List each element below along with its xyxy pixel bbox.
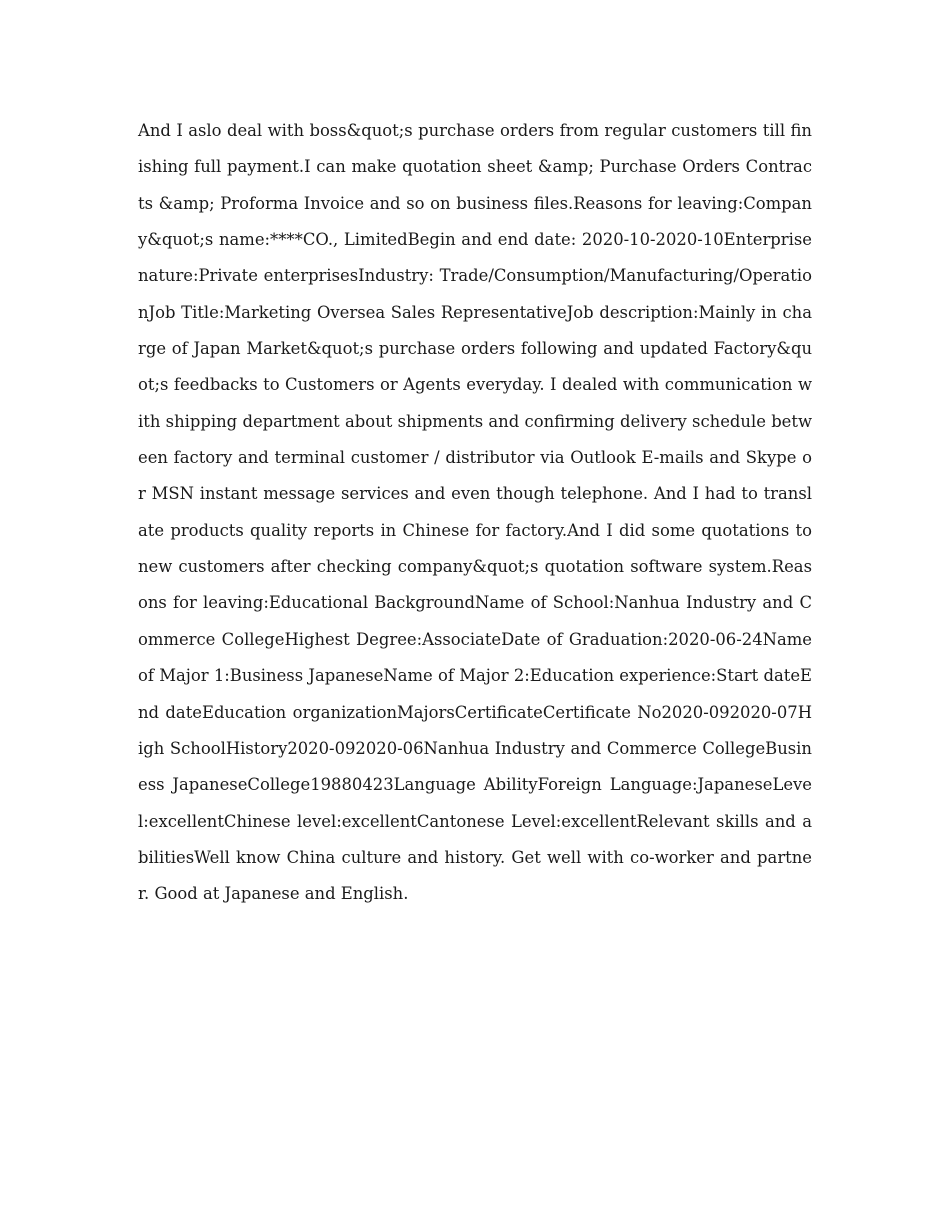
body-paragraph: And I aslo deal with boss&quot;s purchase orders from regular customers till finishing full payment.I can make quotation sheet &amp; Purchase Orders Contracts &amp; Proforma Invoice and so on business files.Reasons for leaving:Company&quot;s name:****CO., LimitedBegin and end date: 2020-10-2020-10Enterprise nature:Private enterprisesIndustry: Trade/Consumption/Manufacturing/OperationJob Title:Marketing Oversea Sales RepresentativeJob description:Mainly in charge of Japan Market&quot;s purchase orders following and updated Factory&quot;s feedbacks to Customers or Agents everyday. I dealed with communication with shipping department about shipments and confirming delivery schedule between factory and terminal customer / distributor via Outlook E-mails and Skype or MSN instant message services and even though telephone. And I had to translate products quality reports in Chinese for factory.And I did some quotations to new customers after checking company&quot;s quotation software system.Reasons for leaving:Educational BackgroundName of School:Nanhua Industry and Commerce CollegeHighest Degree:AssociateDate of Graduation:2020-06-24Name of Major 1:Business JapaneseName of Major 2:Education experience:Start dateEnd dateEducation organizationMajorsCertificateCertificate No2020-092020-07High SchoolHistory2020-092020-06Nanhua Industry and Commerce CollegeBusiness JapaneseCollege19880423Language AbilityForeign Language:JapaneseLevel:excellentChinese level:excellentCantonese Level:excellentRelevant skills and abilitiesWell know China culture and history. Get well with co-worker and partner. Good at Japanese and English. — [138, 121, 812, 904]
